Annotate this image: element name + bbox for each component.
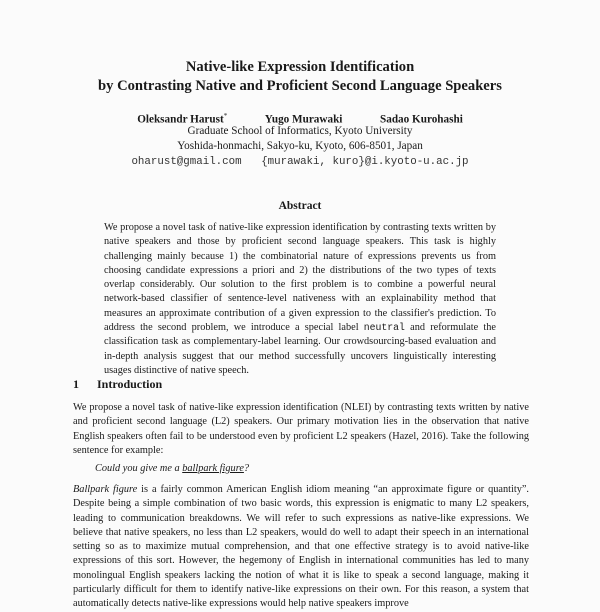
example-sentence: [95, 463, 249, 474]
email-primary[interactable]: oharust@gmail.com: [131, 156, 242, 168]
abstract-text-1: We propose a novel task of native-like expression identification by contrasting texts written by native speakers and those by proficient second language speakers. This task is highly challenging mainly because 1) the combinatorial nature of expressions prevents us from choosing candidate expressions a priori and 2) the distributions of the two types of texts overlap considerably. Our solution to the first problem is to combine a powerful neural network-based classifier of sentence-level nativeness with an explainability method that measures an approximate contribution of a given expression to the classifier's prediction. To address the second problem, we introduce a special label: [104, 222, 496, 334]
section-title: Introduction: [97, 377, 163, 391]
abstract-text-2: and reformulate the classification task as complementary-label learning. Our crowdsourcing-based evaluation and in-depth analysis suggest that our method successfully uncovers linguistically interesting usages distinctive of native speech.: [104, 322, 497, 376]
idiom-term: Ballpark figure: [73, 484, 138, 495]
paper-title-line-1: Native-like Expression Identification: [185, 59, 415, 75]
paper-title-line-2: by Contrasting Native and Proficient Second Language Speakers: [98, 78, 502, 94]
intro-paragraph-1: We propose a novel task of native-like expression identification (NLEI) by contrasting texts written by native and proficient second language (L2) speakers. Our primary motivation lies in the observation that native English speakers often fail to be understood even by proficient L2 speakers (Hazel, 2016). Take the following sentence for example:: [73, 402, 529, 456]
section-number: 1: [73, 377, 79, 391]
address: Yoshida-honmachi, Sakyo-ku, Kyoto, 606-8501, Japan: [177, 140, 423, 152]
example-text: Could you give me a: [95, 463, 183, 474]
author-name: Yugo Murawaki: [264, 113, 343, 126]
author-name: Sadao Kurohashi: [380, 113, 463, 126]
example-punct: ?: [243, 463, 250, 474]
affiliation: Graduate School of Informatics, Kyoto University: [187, 125, 413, 137]
email-secondary[interactable]: {murawaki, kuro}@i.kyoto-u.ac.jp: [261, 156, 469, 168]
abstract-body: [104, 221, 496, 378]
neutral-label: neutral: [363, 322, 405, 334]
intro-paragraph-2-text: is a fairly common American English idiom meaning “an approximate figure or quantity”. Despite being a simple combination of two basic words, this expression is enigmatic to many L2 speakers, leading to communication breakdowns. We will refer to such expressions as native-like expressions. We believe that native speakers, no less than L2 speakers, would do well to adapt their speech in an international setting so as to maximize mutual comprehension, and that one effective strategy is to avoid native-like expressions of this sort. However, the hegemony of English in international communities has led to many monolingual English speakers lacking the notion of what it is like to speak a second language, making it particularly difficult for them to identify native-like expressions on their own. For this reason, a system that automatically detects native-like expressions would help native speakers improve: [73, 484, 529, 610]
abstract-heading: Abstract: [278, 200, 322, 212]
author-footnote-mark: *: [223, 112, 228, 120]
email-line: [0, 153, 600, 170]
author-name: Oleksandr Harust: [137, 113, 224, 126]
section-heading-introduction: [73, 377, 162, 392]
example-idiom: ballpark figure: [182, 463, 244, 474]
intro-paragraph-2: [73, 483, 529, 612]
